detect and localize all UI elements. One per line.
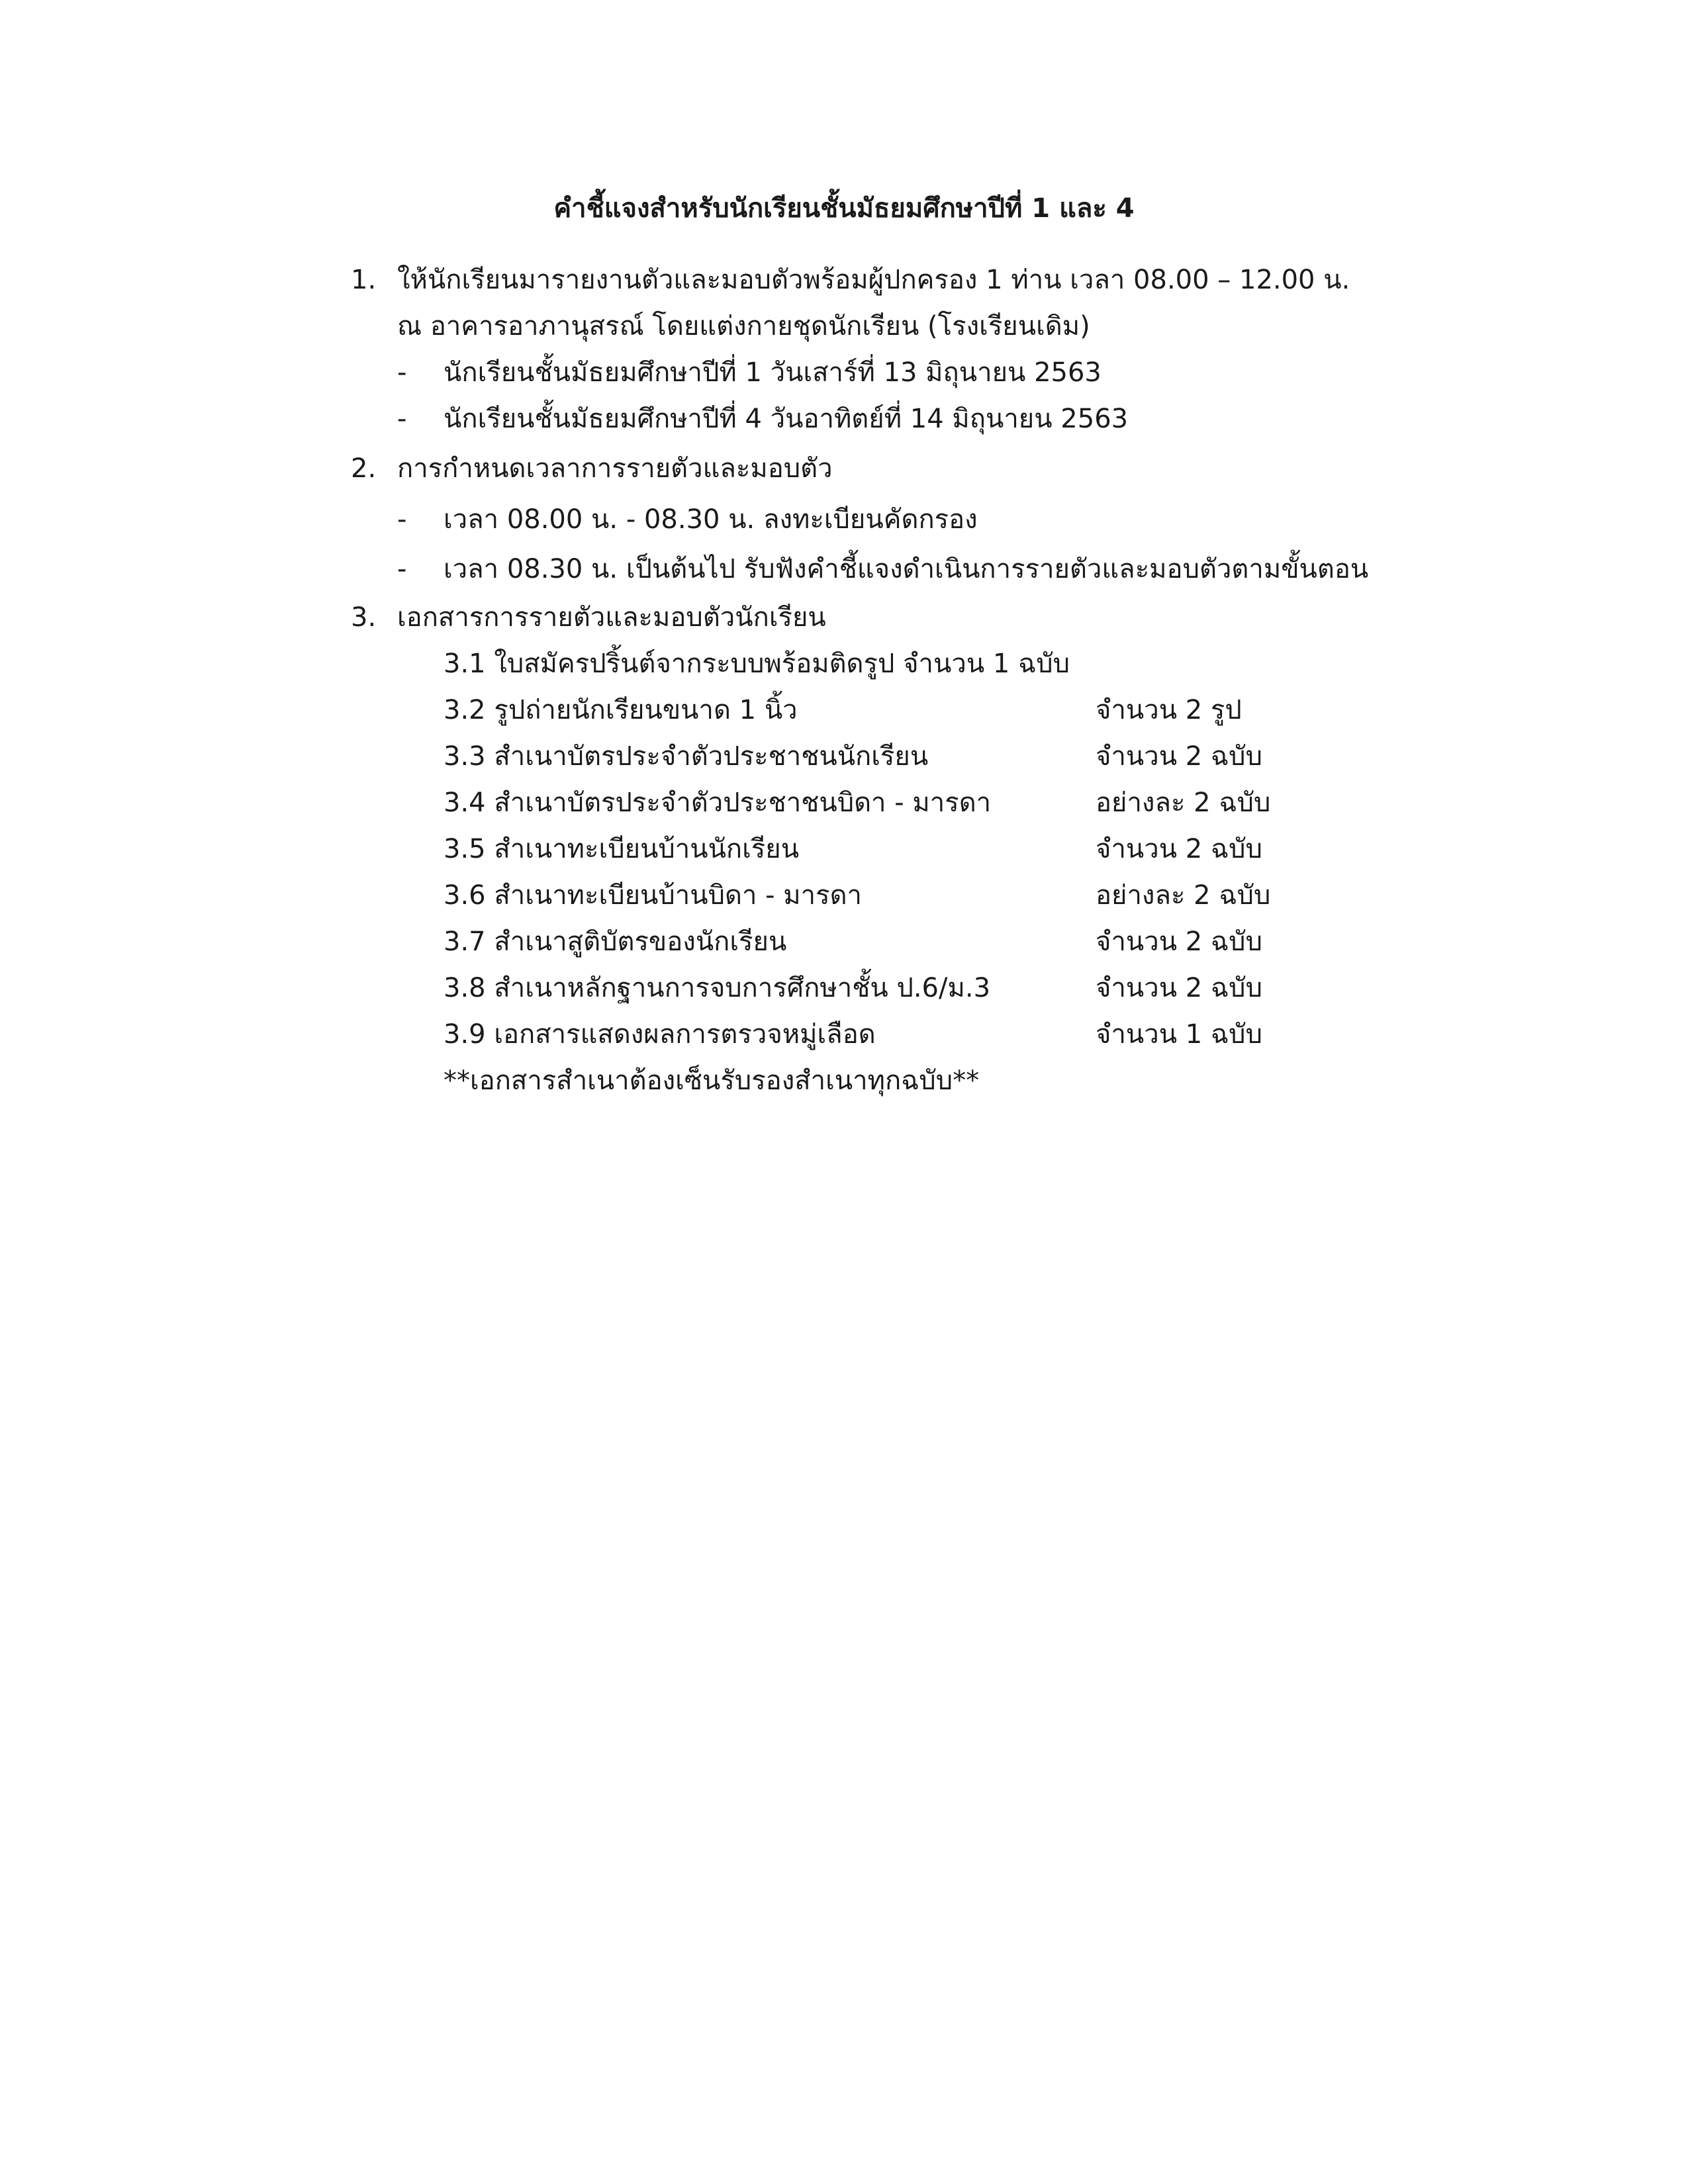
section-1-line-1: ให้นักเรียนมารายงานตัวและมอบตัวพร้อมผู้ปกครอง 1 ท่าน เวลา 08.00 – 12.00 น.: [397, 265, 1350, 295]
bullet-dash: -: [397, 404, 407, 434]
document-item-qty: อย่างละ 2 ฉบับ: [1096, 788, 1271, 818]
section-3-heading: เอกสารการรายตัวและมอบตัวนักเรียน: [397, 602, 826, 633]
document-item-qty: อย่างละ 2 ฉบับ: [1096, 880, 1271, 911]
section-2-heading: การกำหนดเวลาการรายตัวและมอบตัว: [397, 453, 833, 484]
document-item-text: 3.2 รูปถ่ายนักเรียนขนาด 1 นิ้ว: [444, 695, 798, 725]
section-1-number: 1.: [351, 265, 377, 295]
document-item-qty: จำนวน 1 ฉบับ: [1096, 1019, 1262, 1050]
document-item-text: 3.9 เอกสารแสดงผลการตรวจหมู่เลือด: [444, 1019, 876, 1050]
bullet-dash: -: [397, 357, 407, 388]
section-2-bullet-briefing: เวลา 08.30 น. เป็นต้นไป รับฟังคำชี้แจงดำเนินการรายตัวและมอบตัวตามขั้นตอน: [444, 554, 1369, 584]
document-item-qty: จำนวน 2 ฉบับ: [1096, 741, 1262, 772]
section-1-bullet-m4: นักเรียนชั้นมัธยมศึกษาปีที่ 4 วันอาทิตย์ที่ 14 มิถุนายน 2563: [444, 404, 1129, 434]
document-title: คำชี้แจงสำหรับนักเรียนชั้นมัธยมศึกษาปีที่ 1 และ 4: [553, 193, 1135, 224]
document-item-text: 3.8 สำเนาหลักฐานการจบการศึกษาชั้น ป.6/ม.3: [444, 973, 991, 1003]
document-item-qty: จำนวน 2 ฉบับ: [1096, 973, 1262, 1003]
document-item-qty: จำนวน 2 รูป: [1096, 695, 1242, 725]
document-item-text: 3.7 สำเนาสูติบัตรของนักเรียน: [444, 927, 787, 957]
certification-note: **เอกสารสำเนาต้องเซ็นรับรองสำเนาทุกฉบับ**: [444, 1066, 980, 1096]
document-item-text: 3.6 สำเนาทะเบียนบ้านบิดา - มารดา: [444, 880, 863, 911]
bullet-dash: -: [397, 554, 407, 584]
bullet-dash: -: [397, 504, 407, 535]
document-item-qty: จำนวน 2 ฉบับ: [1096, 834, 1262, 864]
section-1-line-2: ณ อาคารอาภานุสรณ์ โดยแต่งกายชุดนักเรียน (โรงเรียนเดิม): [397, 311, 1090, 341]
document-item-text: 3.4 สำเนาบัตรประจำตัวประชาชนบิดา - มารดา: [444, 788, 992, 818]
section-3-number: 3.: [351, 602, 377, 633]
section-1-bullet-m1: นักเรียนชั้นมัธยมศึกษาปีที่ 1 วันเสาร์ที่ 13 มิถุนายน 2563: [444, 357, 1102, 388]
document-item-qty: จำนวน 2 ฉบับ: [1096, 927, 1262, 957]
section-2-number: 2.: [351, 453, 377, 484]
document-item-text: 3.3 สำเนาบัตรประจำตัวประชาชนนักเรียน: [444, 741, 929, 772]
document-item-3-1: 3.1 ใบสมัครปริ้นต์จากระบบพร้อมติดรูป จำนวน 1 ฉบับ: [444, 649, 1070, 679]
section-2-bullet-registration: เวลา 08.00 น. - 08.30 น. ลงทะเบียนคัดกรอง: [444, 504, 978, 535]
document-item-text: 3.5 สำเนาทะเบียนบ้านนักเรียน: [444, 834, 800, 864]
